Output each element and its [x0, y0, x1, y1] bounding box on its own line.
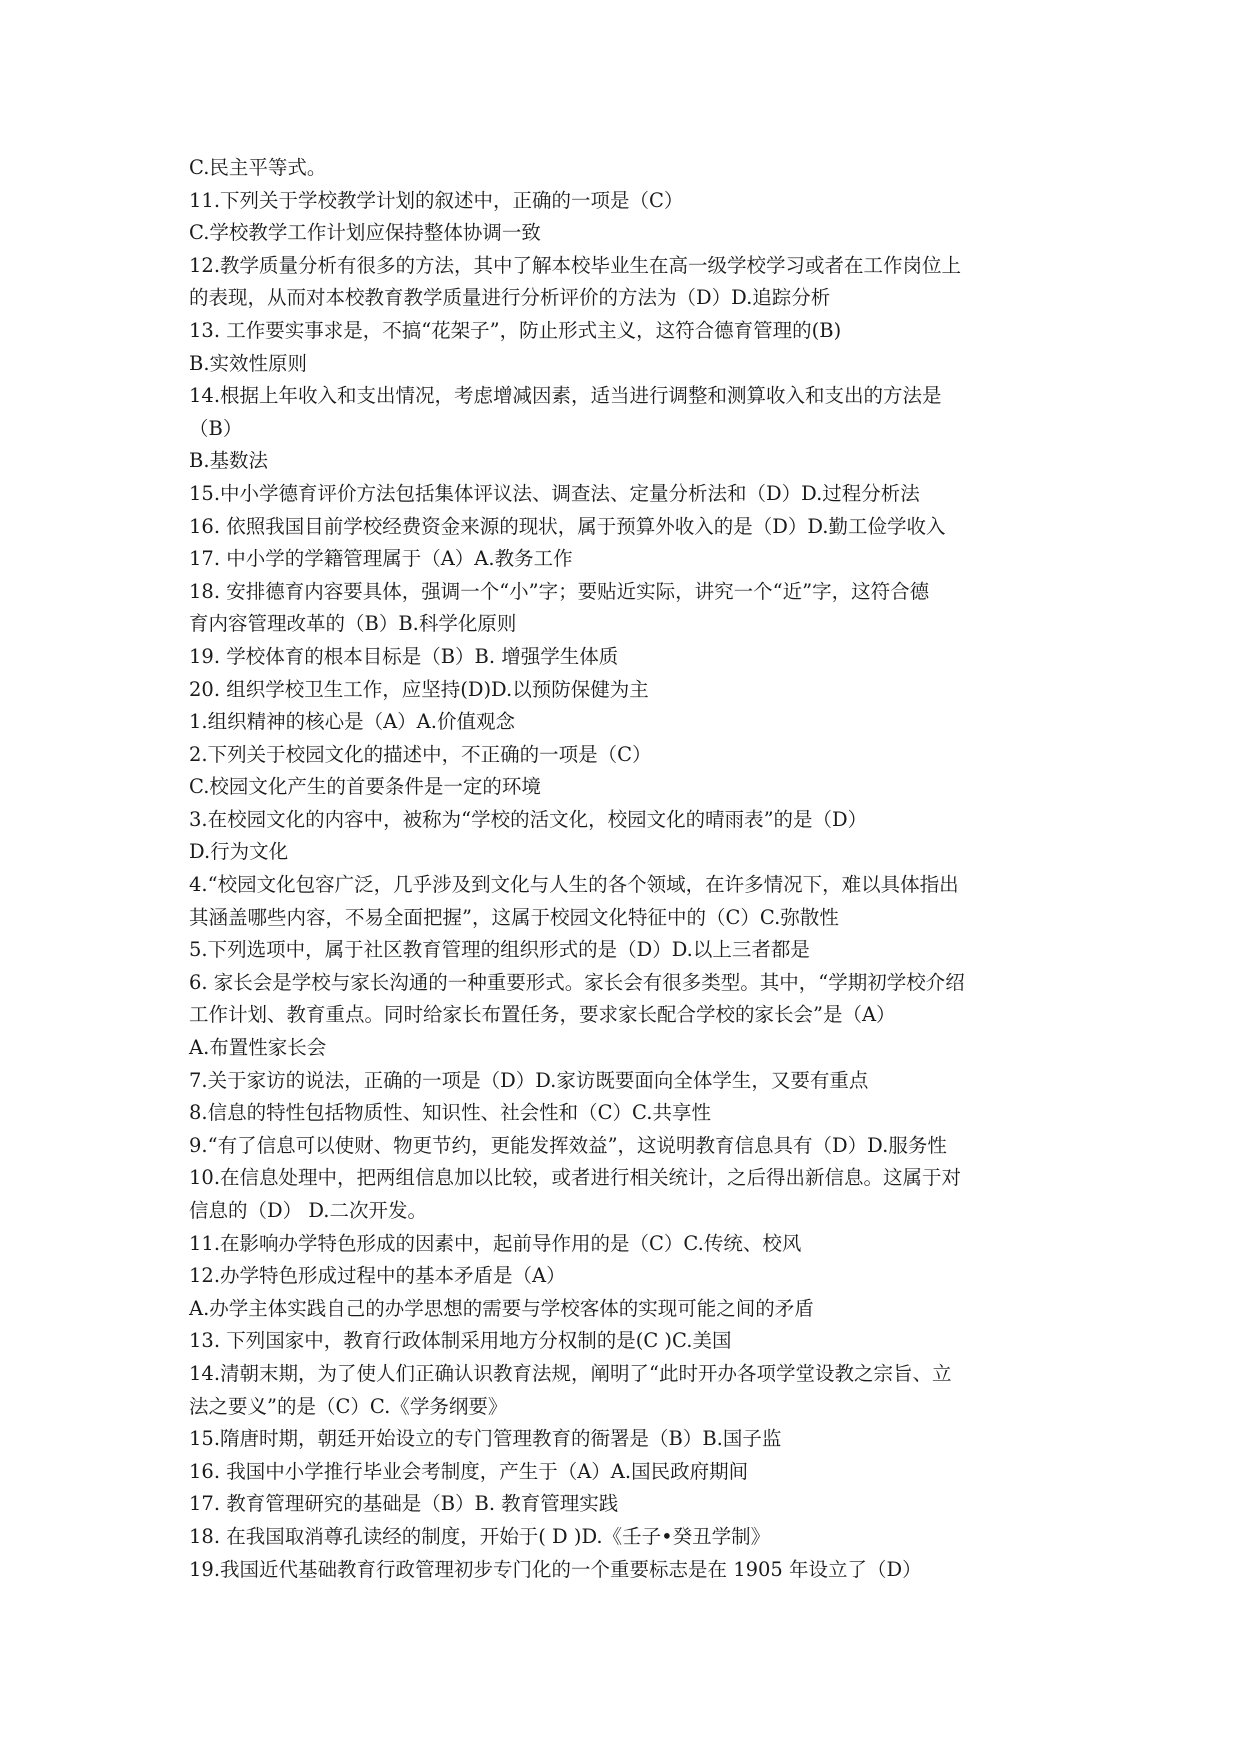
- text-line: 14.清朝末期，为了使人们正确认识教育法规，阐明了“此时开办各项学堂设教之宗旨、立: [189, 1361, 952, 1385]
- text-line: 18. 在我国取消尊孔读经的制度，开始于( D )D.《壬子•癸丑学制》: [189, 1524, 771, 1548]
- text-line: 育内容管理改革的（B）B.科学化原则: [189, 612, 517, 636]
- text-line: D.行为文化: [189, 840, 289, 864]
- text-line: C.民主平等式。: [189, 156, 327, 179]
- text-line: 的表现，从而对本校教育教学质量进行分析评价的方法为（D）D.追踪分析: [189, 286, 831, 310]
- text-line: 20. 组织学校卫生工作，应坚持(D)D.以预防保健为主: [189, 677, 649, 701]
- text-line: 1.组织精神的核心是（A）A.价值观念: [189, 710, 515, 734]
- text-line: C.学校教学工作计划应保持整体协调一致: [189, 221, 541, 245]
- text-line: 19. 学校体育的根本目标是（B）B. 增强学生体质: [189, 644, 619, 668]
- text-line: C.校园文化产生的首要条件是一定的环境: [189, 775, 541, 799]
- text-line: 13. 工作要实事求是，不搞“花架子”，防止形式主义，这符合德育管理的(B): [189, 318, 842, 342]
- text-line: 信息的（D） D.二次开发。: [189, 1199, 427, 1222]
- text-line: 13. 下列国家中，教育行政体制采用地方分权制的是(C )C.美国: [189, 1329, 732, 1353]
- text-line: 法之要义”的是（C）C.《学务纲要》: [189, 1394, 508, 1418]
- text-line: 14.根据上年收入和支出情况，考虑增减因素，适当进行调整和测算收入和支出的方法是: [189, 384, 942, 408]
- text-line: （B）: [189, 416, 243, 440]
- text-line: 15.中小学德育评价方法包括集体评议法、调查法、定量分析法和（D）D.过程分析法: [189, 481, 920, 505]
- text-line: 18. 安排德育内容要具体，强调一个“小”字；要贴近实际，讲究一个“近”字，这符合德: [189, 579, 930, 603]
- text-line: 11.在影响办学特色形成的因素中，起前导作用的是（C）C.传统、校风: [189, 1231, 802, 1255]
- text-line: 9.“有了信息可以使财、物更节约，更能发挥效益”，这说明教育信息具有（D）D.服务性: [189, 1133, 947, 1157]
- text-line: A.办学主体实践自己的办学思想的需要与学校客体的实现可能之间的矛盾: [189, 1296, 814, 1320]
- text-line: 17. 教育管理研究的基础是（B）B. 教育管理实践: [189, 1492, 619, 1516]
- text-line: 工作计划、教育重点。同时给家长布置任务，要求家长配合学校的家长会”是（A）: [189, 1003, 896, 1027]
- text-line: B.实效性原则: [189, 351, 308, 375]
- text-line: 11.下列关于学校教学计划的叙述中，正确的一项是（C）: [189, 188, 684, 212]
- text-line: 17. 中小学的学籍管理属于（A）A.教务工作: [189, 547, 573, 571]
- text-line: 10.在信息处理中，把两组信息加以比较，或者进行相关统计，之后得出新信息。这属于对: [189, 1166, 962, 1190]
- text-line: 12.办学特色形成过程中的基本矛盾是（A）: [189, 1264, 566, 1288]
- document-body: [189, 152, 1069, 1586]
- text-line: 5.下列选项中，属于社区教育管理的组织形式的是（D）D.以上三者都是: [189, 938, 810, 962]
- text-line: 12.教学质量分析有很多的方法，其中了解本校毕业生在高一级学校学习或者在工作岗位上: [189, 253, 962, 277]
- text-line: 8.信息的特性包括物质性、知识性、社会性和（C）C.共享性: [189, 1101, 711, 1125]
- text-line: 19.我国近代基础教育行政管理初步专门化的一个重要标志是在 1905 年设立了（D）: [189, 1557, 922, 1581]
- text-line: 3.在校园文化的内容中，被称为“学校的活文化，校园文化的晴雨表”的是（D）: [189, 807, 868, 831]
- text-line: 16. 我国中小学推行毕业会考制度，产生于（A）A.国民政府期间: [189, 1459, 749, 1483]
- text-line: A.布置性家长会: [189, 1036, 327, 1060]
- text-line: 7.关于家访的说法，正确的一项是（D）D.家访既要面向全体学生，又要有重点: [189, 1068, 869, 1092]
- text-line: 其涵盖哪些内容，不易全面把握”，这属于校园文化特征中的（C）C.弥散性: [189, 905, 839, 929]
- text-line: 2.下列关于校园文化的描述中，不正确的一项是（C）: [189, 742, 652, 766]
- text-line: 15.隋唐时期，朝廷开始设立的专门管理教育的衙署是（B）B.国子监: [189, 1427, 782, 1451]
- text-line: 6. 家长会是学校与家长沟通的一种重要形式。家长会有很多类型。其中，“学期初学校介绍: [189, 970, 965, 994]
- text-line: 16. 依照我国目前学校经费资金来源的现状，属于预算外收入的是（D）D.勤工俭学收入: [189, 514, 946, 538]
- text-line: B.基数法: [189, 449, 269, 473]
- text-line: 4.“校园文化包容广泛，几乎涉及到文化与人生的各个领域，在许多情况下，难以具体指出: [189, 873, 959, 897]
